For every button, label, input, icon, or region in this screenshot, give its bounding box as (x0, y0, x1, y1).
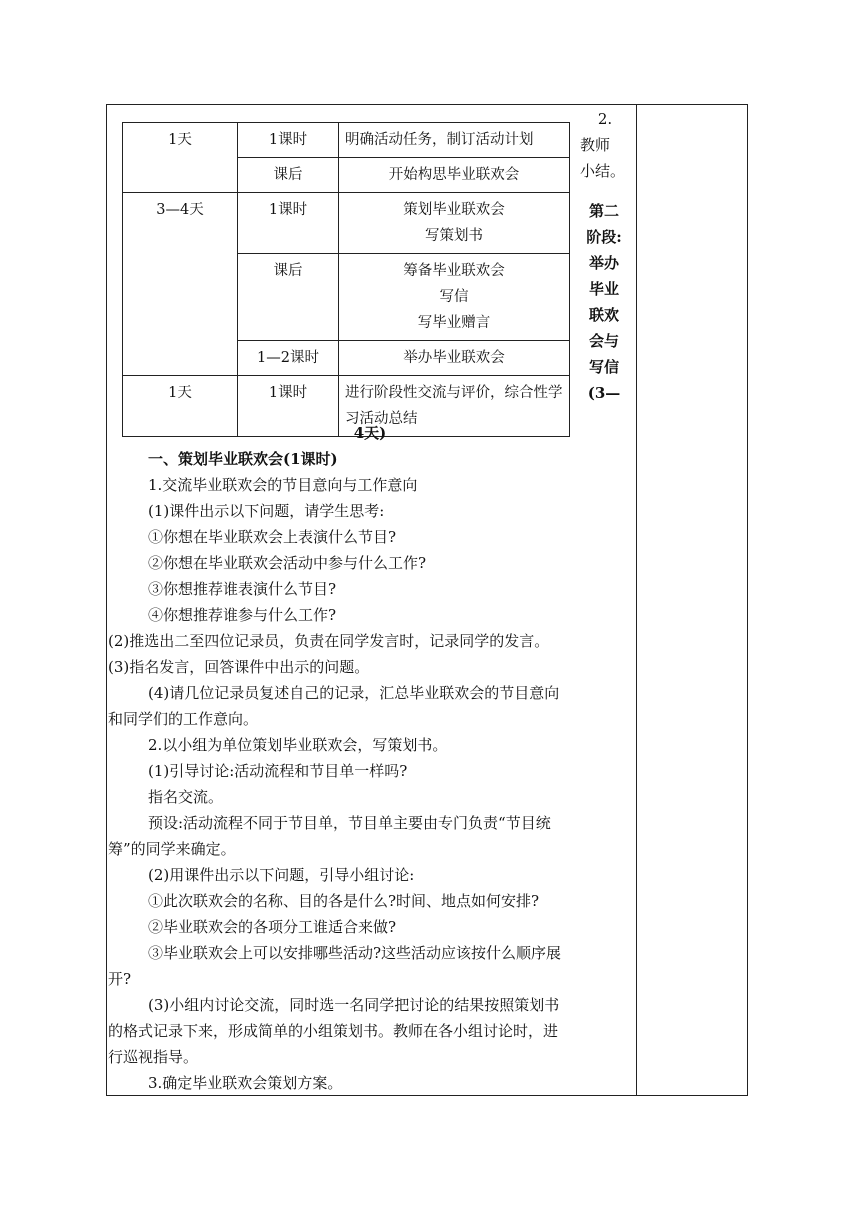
section-heading: 一、策划毕业联欢会(1课时) (148, 450, 338, 468)
text-line: 指名交流。 (148, 788, 224, 806)
schedule-table (122, 122, 570, 437)
task-line: 筹备毕业联欢会 (403, 263, 505, 279)
text-line: 2.以小组为单位策划毕业联欢会，写策划书。 (148, 736, 448, 754)
task-cell (339, 254, 570, 341)
text-line: 行巡视指导。 (108, 1048, 199, 1066)
stage-range: (3— (587, 384, 621, 402)
text-line: ①你想在毕业联欢会上表演什么节目? (148, 528, 397, 546)
time-cell: 1课时 (238, 123, 339, 158)
text-line: (4)请几位记录员复述自己的记录，汇总毕业联欢会的节目意向 (148, 684, 560, 702)
stage-line: 第二 (588, 202, 619, 220)
time-cell: 1课时 (238, 193, 339, 254)
text-line: (3)指名发言，回答课件中出示的问题。 (108, 658, 370, 676)
lesson-content (108, 420, 632, 1096)
text-line: 开? (108, 970, 132, 988)
table-row (123, 123, 570, 158)
task-line: 写策划书 (425, 228, 483, 244)
step-text: 小结。 (580, 162, 626, 180)
text-line: (1)课件出示以下问题，请学生思考: (148, 502, 385, 520)
text-line: ③你想推荐谁表演什么节目? (148, 580, 337, 598)
text-line: (2)用课件出示以下问题，引导小组讨论: (148, 866, 415, 884)
task-cell: 进行阶段性交流与评价，综合性学习活动总结 (339, 376, 570, 437)
time-cell: 1—2课时 (238, 341, 339, 376)
stage-line: 毕业 (588, 280, 619, 298)
text-line: ④你想推荐谁参与什么工作? (148, 606, 337, 624)
column-divider (636, 104, 637, 1096)
text-line: 筹”的同学来确定。 (108, 840, 236, 858)
text-line: 预设:活动流程不同于节目单，节目单主要由专门负责“节目统 (148, 814, 551, 832)
text-line: 的格式记录下来，形成简单的小组策划书。教师在各小组讨论时，进 (108, 1022, 559, 1040)
task-cell: 明确活动任务，制订活动计划 (339, 123, 570, 158)
text-line: 和同学们的工作意向。 (108, 710, 259, 728)
task-line: 写毕业赠言 (417, 315, 491, 331)
day-cell: 1天 (123, 123, 238, 193)
day-cell: 1天 (123, 376, 238, 437)
task-line: 策划毕业联欢会 (403, 202, 505, 218)
stage-line: 阶段: (586, 228, 622, 246)
step-text: 教师 (580, 136, 611, 154)
task-cell: 举办毕业联欢会 (339, 341, 570, 376)
side-column (578, 106, 630, 406)
text-line: ②你想在毕业联欢会活动中参与什么工作? (148, 554, 427, 572)
stage-range-end: 4天) (353, 424, 387, 442)
time-cell: 课后 (238, 254, 339, 341)
table-row (123, 193, 570, 254)
stage-line: 会与 (588, 332, 619, 350)
day-cell: 3—4天 (123, 193, 238, 376)
stage-line: 写信 (588, 358, 619, 376)
text-line: 3.确定毕业联欢会策划方案。 (148, 1074, 343, 1092)
task-cell (339, 193, 570, 254)
text-line: 1.交流毕业联欢会的节目意向与工作意向 (148, 476, 418, 494)
step-label: 2. (597, 110, 613, 128)
text-line: (3)小组内讨论交流，同时选一名同学把讨论的结果按照策划书 (148, 996, 560, 1014)
task-cell: 开始构思毕业联欢会 (339, 158, 570, 193)
stage-line: 联欢 (588, 306, 619, 324)
stage-line: 举办 (588, 254, 619, 272)
time-cell: 课后 (238, 158, 339, 193)
text-line: ②毕业联欢会的各项分工谁适合来做? (148, 918, 397, 936)
task-line: 写信 (439, 289, 469, 305)
text-line: (2)推选出二至四位记录员，负责在同学发言时，记录同学的发言。 (108, 632, 550, 650)
time-cell: 1课时 (238, 376, 339, 437)
text-line: ①此次联欢会的名称、目的各是什么?时间、地点如何安排? (148, 892, 540, 910)
text-line: ③毕业联欢会上可以安排哪些活动?这些活动应该按什么顺序展 (148, 944, 562, 962)
text-line: (1)引导讨论:活动流程和节目单一样吗? (148, 762, 408, 780)
